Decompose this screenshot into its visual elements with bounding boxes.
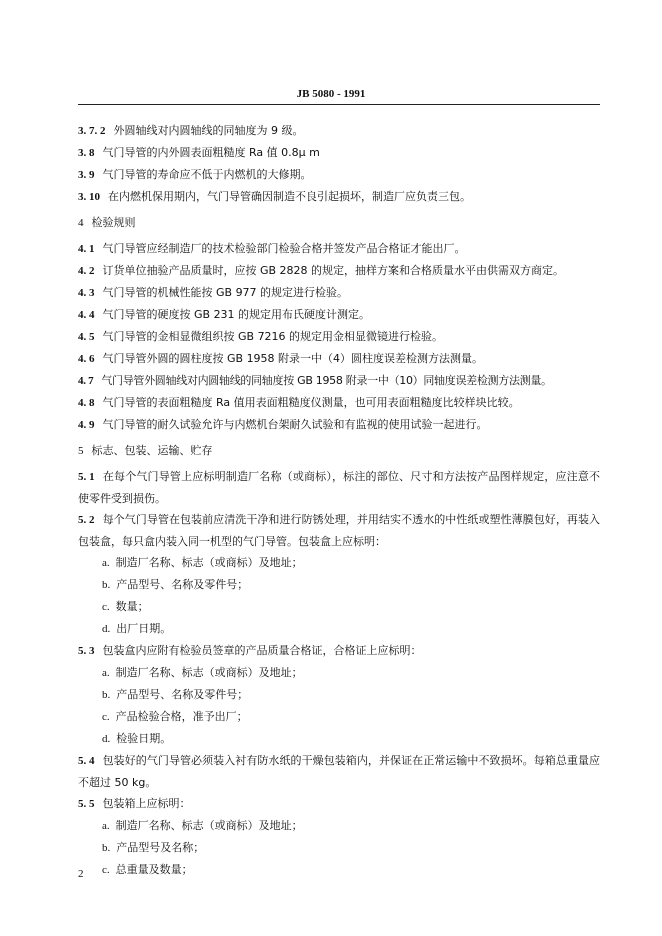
clause-text: 包装盒内应附有检验员签章的产品质量合格证，合格证上应标明： (102, 644, 422, 657)
clause-number: 5. 2 (78, 514, 95, 526)
list-letter: a. (102, 557, 110, 569)
list-item (78, 684, 600, 706)
list-text: 制造厂名称、标志（或商标）及地址； (115, 666, 303, 679)
list-text: 总重量及数量； (115, 863, 193, 876)
clause-text: 气门导管的内外圆表面粗糙度 Ra 值 0.8μ m (102, 146, 320, 159)
clause-number: 5. 3 (78, 645, 95, 657)
clause-3-9 (78, 164, 600, 186)
list-item (78, 574, 600, 596)
clause-4-9 (78, 414, 600, 436)
clause-4-2 (78, 260, 600, 282)
document-body (78, 120, 600, 881)
list-item (78, 662, 600, 684)
clause-text: 气门导管的硬度按 GB 231 的规定用布氏硬度计测定。 (102, 308, 371, 321)
list-item (78, 596, 600, 618)
list-text: 产品型号及名称； (116, 841, 205, 854)
list-letter: c. (102, 711, 110, 723)
list-letter: b. (102, 579, 111, 591)
clause-number: 4. 8 (78, 397, 95, 409)
clause-4-8 (78, 392, 600, 414)
list-letter: a. (102, 667, 110, 679)
list-item (78, 859, 600, 881)
list-letter: a. (102, 820, 110, 832)
clause-4-7 (78, 370, 600, 392)
clause-number: 4. 6 (78, 353, 95, 365)
clause-number: 4. 7 (78, 375, 94, 387)
clause-number: 3. 10 (78, 191, 100, 203)
clause-5-5 (78, 793, 600, 815)
clause-text: 气门导管的机械性能按 GB 977 的规定进行检验。 (102, 286, 349, 299)
clause-number: 3. 8 (78, 147, 95, 159)
page-number: 2 (78, 868, 84, 880)
section-title: 标志、包装、运输、贮存 (91, 444, 213, 457)
clause-text: 气门导管应经制造厂的技术检验部门检验合格并签发产品合格证才能出厂。 (102, 242, 466, 255)
list-text: 产品检验合格，准予出厂； (115, 710, 248, 723)
clause-number: 4. 3 (78, 287, 95, 299)
clause-text: 气门导管外圆轴线对内圆轴线的同轴度按 GB 1958 附录一中（10）同轴度误差检测方法测量。 (101, 374, 552, 387)
list-item (78, 728, 600, 750)
clause-3-10 (78, 186, 600, 208)
clause-text: 包装箱上应标明： (102, 797, 191, 810)
clause-number: 5. 1 (78, 471, 95, 483)
clause-text: 订货单位抽验产品质量时，应按 GB 2828 的规定，抽样方案和合格质量水平由供需双方商定。 (102, 264, 565, 277)
clause-text: 气门导管的寿命应不低于内燃机的大修期。 (102, 168, 312, 181)
list-letter: c. (102, 601, 110, 613)
list-text: 数量； (115, 600, 149, 613)
list-letter: d. (102, 623, 111, 635)
clause-text: 在内燃机保用期内，气门导管确因制造不良引起损坏，制造厂应负责三包。 (108, 190, 471, 203)
document-header: JB 5080 - 1991 (296, 88, 366, 100)
clause-4-5 (78, 326, 600, 348)
clause-number: 4. 4 (78, 309, 95, 321)
clause-text: 在每个气门导管上应标明制造厂名称（或商标），标注的部位、尺寸和方法按产品图样规定，应注意不使零件受到损伤。 (78, 470, 601, 505)
list-letter: c. (102, 864, 110, 876)
section-title: 检验规则 (91, 216, 136, 229)
clause-5-3 (78, 640, 600, 662)
clause-5-2 (78, 509, 600, 552)
clause-5-4 (78, 750, 600, 793)
list-item (78, 618, 600, 640)
list-text: 制造厂名称、标志（或商标）及地址； (115, 819, 303, 832)
clause-4-1 (78, 238, 600, 260)
clause-4-3 (78, 282, 600, 304)
clause-text: 外圆轴线对内圆轴线的同轴度为 9 级。 (113, 124, 304, 137)
clause-text: 气门导管的表面粗糙度 Ra 值用表面粗糙度仪测量，也可用表面粗糙度比较样块比较。 (102, 396, 520, 409)
clause-text: 气门导管的金相显微组织按 GB 7216 的规定用金相显微镜进行检验。 (102, 330, 444, 343)
clause-number: 5. 5 (78, 798, 95, 810)
section-4-heading (78, 212, 600, 234)
section-number: 5 (78, 445, 84, 457)
clause-number: 3. 9 (78, 169, 95, 181)
clause-text: 包装好的气门导管必须装入衬有防水纸的干燥包装箱内，并保证在正常运输中不致损坏。每箱总重量应不超过 50 kg。 (78, 754, 601, 789)
list-item (78, 815, 600, 837)
clause-number: 4. 5 (78, 331, 95, 343)
clause-number: 3. 7. 2 (78, 125, 106, 137)
list-text: 产品型号、名称及零件号； (116, 578, 249, 591)
header-rule (78, 104, 600, 105)
clause-number: 4. 9 (78, 419, 95, 431)
list-text: 产品型号、名称及零件号； (116, 688, 249, 701)
clause-number: 4. 1 (78, 243, 95, 255)
list-text: 出厂日期。 (116, 622, 172, 635)
list-item (78, 837, 600, 859)
list-letter: b. (102, 842, 111, 854)
section-5-heading (78, 440, 600, 462)
clause-4-6 (78, 348, 600, 370)
list-letter: d. (102, 733, 111, 745)
clause-3-7-2 (78, 120, 600, 142)
section-number: 4 (78, 217, 84, 229)
clause-number: 5. 4 (78, 755, 95, 767)
clause-3-8 (78, 142, 600, 164)
clause-text: 气门导管外圆的圆柱度按 GB 1958 附录一中（4）圆柱度误差检测方法测量。 (102, 352, 484, 365)
clause-text: 气门导管的耐久试验允许与内燃机台架耐久试验和有监视的使用试验一起进行。 (102, 418, 488, 431)
list-item (78, 706, 600, 728)
list-item (78, 552, 600, 574)
clause-text: 每个气门导管在包装前应清洗干净和进行防锈处理，并用结实不透水的中性纸或塑性薄膜包好，再装入包装盒，每只盒内装入同一机型的气门导管。包装盒上应标明： (78, 513, 601, 548)
list-text: 制造厂名称、标志（或商标）及地址； (115, 556, 303, 569)
list-text: 检验日期。 (116, 732, 172, 745)
list-letter: b. (102, 689, 111, 701)
clause-4-4 (78, 304, 600, 326)
clause-5-1 (78, 466, 600, 509)
clause-number: 4. 2 (78, 265, 95, 277)
